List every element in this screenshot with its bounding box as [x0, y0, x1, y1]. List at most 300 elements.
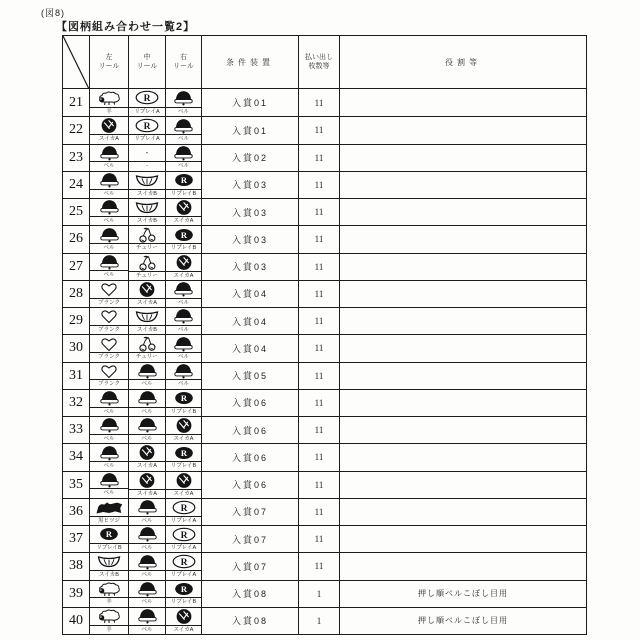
left-reel-cell — [89, 145, 128, 171]
table-row — [63, 225, 586, 252]
bell-icon — [90, 199, 128, 217]
header-role: 役割等 — [339, 36, 586, 88]
bell-icon — [129, 390, 165, 408]
middle-reel-cell — [128, 89, 165, 116]
middle-reel-cell — [128, 308, 165, 334]
symbol-label: ベル — [141, 626, 153, 633]
row-number: 22 — [69, 122, 83, 138]
symbol-combination-table — [62, 35, 587, 635]
left-reel-cell — [89, 581, 128, 607]
row-number: 25 — [69, 204, 83, 220]
symbol-label: ベル — [141, 381, 153, 388]
table-row — [63, 443, 586, 470]
replay-a-icon — [166, 553, 201, 571]
symbol-label: リプレイA — [134, 136, 160, 142]
table-body — [63, 89, 586, 634]
right-reel-cell — [165, 526, 201, 552]
symbol-label: ベル — [103, 190, 115, 197]
row-number: 28 — [69, 285, 83, 301]
watermelon-a-icon — [129, 281, 165, 299]
left-reel-cell — [89, 608, 128, 634]
watermelon-a-icon — [166, 254, 201, 272]
symbol-label: ベル — [177, 136, 190, 142]
symbol-label: ベル — [103, 272, 115, 279]
right-reel-cell — [165, 417, 201, 443]
header-condition: 条件装置 — [201, 36, 298, 88]
role-cell — [339, 226, 586, 252]
bell-icon — [166, 363, 201, 381]
row-number: 31 — [69, 367, 83, 383]
right-reel-cell — [165, 226, 201, 252]
row-number: 27 — [69, 258, 83, 274]
replay-a-icon — [129, 117, 165, 135]
replay-b-icon — [166, 581, 201, 599]
watermelon-a-icon — [129, 472, 165, 490]
header-left-reel: 左 リール — [89, 36, 128, 88]
middle-reel-cell — [128, 608, 165, 634]
symbol-label: スイカA — [137, 490, 157, 497]
table-row — [63, 362, 586, 389]
svg-text:R: R — [143, 94, 151, 105]
left-reel-cell — [89, 335, 128, 361]
symbol-label: チェリー — [136, 354, 158, 361]
symbol-label: ブランク — [98, 381, 120, 388]
cherry-icon — [129, 254, 165, 272]
middle-reel-cell — [128, 526, 165, 552]
symbol-label: 黒ヒツジ — [97, 517, 121, 524]
symbol-label: ベル — [177, 381, 190, 388]
bell-icon — [90, 444, 128, 462]
row-number: 36 — [69, 503, 83, 519]
left-reel-cell — [89, 417, 128, 443]
svg-text:R: R — [180, 447, 187, 458]
watermelon-a-icon — [129, 444, 165, 462]
replay-a-icon — [166, 526, 201, 544]
bell-icon — [129, 581, 165, 599]
middle-reel-cell — [128, 281, 165, 307]
row-number: 34 — [69, 449, 83, 465]
symbol-label: スイカA — [173, 218, 194, 224]
corner-diagonal-cell — [63, 36, 89, 88]
symbol-label: 羊 — [106, 109, 112, 115]
row-number: 40 — [69, 612, 83, 628]
condition-cell: 入賞03 — [201, 226, 298, 252]
watermelon-a-icon — [166, 417, 201, 435]
condition-cell: 入賞06 — [201, 390, 298, 416]
left-reel-cell — [89, 308, 128, 334]
symbol-label: ベル — [141, 572, 153, 578]
right-reel-cell — [165, 254, 201, 280]
row-number: 26 — [69, 231, 83, 247]
right-reel-cell — [165, 308, 201, 334]
watermelon-b-icon — [129, 172, 165, 190]
watermelon-a-icon — [166, 199, 201, 217]
bell-icon — [90, 226, 128, 244]
bell-icon — [90, 254, 128, 272]
condition-cell: 入賞07 — [201, 499, 298, 525]
symbol-label: スイカA — [173, 627, 194, 633]
right-reel-cell — [165, 390, 201, 416]
middle-reel-cell — [128, 417, 165, 443]
row-number: 29 — [69, 313, 83, 329]
left-reel-cell — [89, 89, 128, 116]
role-cell — [339, 254, 586, 280]
row-number: 23 — [69, 149, 83, 165]
symbol-label: ベル — [177, 109, 190, 115]
payout-cell: 11 — [298, 472, 339, 498]
right-reel-cell — [165, 145, 201, 171]
watermelon-b-icon — [129, 199, 165, 217]
payout-cell: 11 — [298, 335, 339, 361]
header-middle-reel: 中 リール — [128, 36, 165, 88]
table-row — [63, 307, 586, 334]
symbol-label: スイカA — [173, 436, 194, 442]
symbol-label: リプレイB — [170, 599, 197, 606]
left-reel-cell — [89, 553, 128, 579]
bell-icon — [166, 308, 201, 326]
middle-reel-cell — [128, 390, 165, 416]
role-cell — [339, 553, 586, 579]
symbol-label: スイカA — [99, 136, 119, 143]
row-number: 30 — [69, 340, 83, 356]
role-cell — [339, 363, 586, 389]
sheep-icon — [90, 89, 128, 108]
middle-reel-cell — [128, 581, 165, 607]
condition-cell: 入賞08 — [201, 608, 298, 634]
watermelon-a-icon — [166, 608, 201, 626]
role-cell — [339, 417, 586, 443]
symbol-label: ベル — [103, 163, 115, 170]
sheep-icon — [90, 608, 128, 626]
left-reel-cell — [89, 363, 128, 389]
symbol-label: スイカB — [137, 218, 157, 224]
row-number: 37 — [69, 531, 83, 547]
symbol-label: ベル — [103, 218, 115, 224]
header-payout: 払い出し 枚数等 — [298, 36, 339, 88]
right-reel-cell — [165, 335, 201, 361]
condition-cell: 入賞05 — [201, 363, 298, 389]
condition-cell: 入賞01 — [201, 117, 298, 143]
cherry-icon — [129, 335, 165, 353]
left-reel-cell — [89, 526, 128, 552]
condition-cell: 入賞07 — [201, 553, 298, 579]
bell-icon — [90, 145, 128, 163]
blank-heart-icon — [90, 281, 128, 299]
cherry-icon — [129, 226, 165, 244]
table-row — [63, 389, 586, 416]
middle-reel-cell — [128, 145, 165, 171]
symbol-label: スイカA — [173, 490, 194, 497]
middle-reel-cell — [128, 117, 165, 143]
symbol-label: ベル — [177, 327, 190, 333]
role-cell — [339, 172, 586, 198]
symbol-label: ベル — [177, 299, 190, 306]
payout-cell: 11 — [298, 444, 339, 470]
figure-title: 【図柄組み合わせ一覧2】 — [56, 21, 196, 33]
payout-cell: 11 — [298, 199, 339, 225]
payout-cell: 11 — [298, 172, 339, 198]
svg-text:R: R — [180, 393, 187, 404]
bell-icon — [166, 117, 201, 135]
svg-text:R: R — [180, 229, 187, 240]
symbol-label: ブランク — [98, 354, 120, 360]
right-reel-cell — [165, 172, 201, 198]
table-row — [63, 607, 586, 634]
right-reel-cell — [165, 499, 201, 525]
table-row — [63, 144, 586, 171]
condition-cell: 入賞03 — [201, 199, 298, 225]
table-row — [63, 525, 586, 552]
condition-cell: 入賞01 — [201, 89, 298, 116]
svg-text:R: R — [180, 530, 187, 541]
bell-icon — [90, 172, 128, 190]
role-cell — [339, 145, 586, 171]
payout-cell: 11 — [298, 117, 339, 143]
right-reel-cell — [165, 117, 201, 143]
symbol-label: リプレイB — [170, 408, 197, 415]
table-row — [63, 116, 586, 143]
bell-icon — [90, 417, 128, 435]
payout-cell: 11 — [298, 281, 339, 307]
payout-cell: 11 — [298, 417, 339, 443]
symbol-label: スイカA — [137, 300, 157, 306]
symbol-label: ベル — [141, 436, 153, 442]
left-reel-cell — [89, 172, 128, 198]
symbol-label: リプレイA — [170, 517, 197, 524]
bell-icon — [129, 608, 165, 626]
role-cell — [339, 472, 586, 498]
symbol-label: スイカA — [137, 463, 157, 470]
payout-cell: 11 — [298, 308, 339, 334]
condition-cell: 入賞04 — [201, 281, 298, 307]
bell-icon — [129, 363, 165, 381]
symbol-label: チェリー — [136, 245, 158, 252]
symbol-label: スイカB — [99, 572, 119, 578]
symbol-label: チェリー — [136, 272, 158, 279]
svg-text:R: R — [180, 503, 187, 514]
role-cell — [339, 199, 586, 225]
role-cell — [339, 526, 586, 552]
bell-icon — [129, 417, 165, 435]
table-header-row — [63, 36, 586, 89]
symbol-label: ベル — [141, 545, 153, 551]
svg-text:R: R — [180, 584, 187, 595]
table-row — [63, 471, 586, 498]
row-number: 39 — [69, 585, 83, 601]
left-reel-cell — [89, 226, 128, 252]
left-reel-cell — [89, 117, 128, 143]
symbol-label: ブランク — [98, 327, 120, 333]
table-row — [63, 171, 586, 198]
left-reel-cell — [89, 472, 128, 498]
svg-text:R: R — [180, 557, 187, 568]
replay-a-icon — [129, 89, 165, 108]
payout-cell: 1 — [298, 581, 339, 607]
table-row — [63, 580, 586, 607]
condition-cell: 入賞06 — [201, 472, 298, 498]
right-reel-cell — [165, 608, 201, 634]
table-row — [63, 89, 586, 116]
right-reel-cell — [165, 444, 201, 470]
symbol-label: ベル — [141, 517, 153, 524]
symbol-label: スイカB — [137, 190, 157, 197]
condition-cell: 入賞06 — [201, 417, 298, 443]
symbol-label: リプレイB — [170, 245, 197, 251]
middle-reel-cell — [128, 226, 165, 252]
middle-reel-cell — [128, 472, 165, 498]
condition-cell: 入賞04 — [201, 335, 298, 361]
symbol-label: ベル — [103, 408, 115, 415]
symbol-label: リプレイA — [170, 545, 197, 551]
svg-text:R: R — [143, 121, 151, 132]
header-right-reel: 右 リール — [165, 36, 201, 88]
symbol-label: スイカB — [137, 327, 157, 333]
middle-reel-cell — [128, 199, 165, 225]
row-number: 35 — [69, 476, 83, 492]
bell-icon — [166, 335, 201, 353]
symbol-label: ベル — [103, 436, 115, 442]
symbol-label: ベル — [103, 490, 115, 497]
right-reel-cell — [165, 581, 201, 607]
left-reel-cell — [89, 390, 128, 416]
bell-icon — [166, 89, 201, 108]
left-reel-cell — [89, 444, 128, 470]
replay-b-icon — [166, 172, 201, 190]
right-reel-cell — [165, 281, 201, 307]
role-cell — [339, 390, 586, 416]
condition-cell: 入賞03 — [201, 172, 298, 198]
right-reel-cell — [165, 199, 201, 225]
role-cell — [339, 117, 586, 143]
role-cell — [339, 444, 586, 470]
bell-icon — [166, 145, 201, 163]
table-row — [63, 280, 586, 307]
role-cell: 押し順ベルこぼし目用 — [339, 581, 586, 607]
payout-cell: 1 — [298, 608, 339, 634]
blank-heart-icon — [90, 363, 128, 381]
bell-icon — [129, 499, 165, 517]
condition-cell: 入賞04 — [201, 308, 298, 334]
symbol-label: ベル — [103, 245, 115, 251]
symbol-label: スイカA — [173, 272, 194, 279]
replay-b-icon — [166, 390, 201, 408]
symbol-label: ベル — [103, 463, 115, 469]
symbol-label: 羊 — [106, 626, 112, 633]
right-reel-cell — [165, 89, 201, 116]
figure-number: (図8) — [41, 8, 65, 18]
row-number: 38 — [69, 558, 83, 574]
symbol-label: ベル — [177, 354, 190, 360]
symbol-label: リプレイA — [134, 109, 160, 115]
symbol-label: ベル — [141, 408, 153, 415]
payout-cell: 11 — [298, 526, 339, 552]
black-sheep-icon — [90, 499, 128, 517]
symbol-label: ベル — [177, 163, 190, 170]
symbol-label: リプレイA — [170, 572, 197, 578]
svg-text:R: R — [105, 529, 113, 540]
condition-cell: 入賞07 — [201, 526, 298, 552]
table-row — [63, 552, 586, 579]
middle-reel-cell — [128, 172, 165, 198]
symbol-label: ベル — [141, 599, 153, 606]
table-row — [63, 416, 586, 443]
condition-cell: 入賞08 — [201, 581, 298, 607]
payout-cell: 11 — [298, 145, 339, 171]
symbol-label: 羊 — [106, 599, 112, 606]
payout-cell: 11 — [298, 390, 339, 416]
role-cell — [339, 335, 586, 361]
table-row — [63, 498, 586, 525]
symbol-label: ブランク — [98, 299, 120, 306]
middle-reel-cell — [128, 499, 165, 525]
row-number: 24 — [69, 176, 83, 192]
row-number: 32 — [69, 394, 83, 410]
left-reel-cell — [89, 199, 128, 225]
symbol-label: - — [146, 163, 148, 170]
watermelon-b-icon — [90, 553, 128, 571]
dash-icon: - — [129, 145, 165, 163]
middle-reel-cell — [128, 363, 165, 389]
bell-icon — [90, 390, 128, 408]
replay-b-icon — [90, 526, 128, 544]
table-row — [63, 198, 586, 225]
replay-a-icon — [166, 499, 201, 517]
right-reel-cell — [165, 363, 201, 389]
sheep-icon — [90, 581, 128, 599]
symbol-label: リプレイB — [170, 190, 197, 197]
blank-heart-icon — [90, 308, 128, 326]
payout-cell: 11 — [298, 89, 339, 116]
payout-cell: 11 — [298, 553, 339, 579]
role-cell — [339, 499, 586, 525]
svg-text:R: R — [180, 175, 187, 186]
replay-b-icon — [166, 444, 201, 462]
middle-reel-cell — [128, 254, 165, 280]
right-reel-cell — [165, 553, 201, 579]
condition-cell: 入賞03 — [201, 254, 298, 280]
left-reel-cell — [89, 254, 128, 280]
diagonal-line — [63, 36, 89, 88]
payout-cell: 11 — [298, 363, 339, 389]
payout-cell: 11 — [298, 226, 339, 252]
symbol-label: リプレイB — [96, 545, 122, 551]
payout-cell: 11 — [298, 499, 339, 525]
role-cell — [339, 308, 586, 334]
symbol-label: リプレイB — [170, 463, 197, 469]
blank-heart-icon — [90, 335, 128, 353]
middle-reel-cell — [128, 444, 165, 470]
replay-b-icon — [166, 226, 201, 244]
watermelon-a-icon — [90, 117, 128, 135]
table-row — [63, 253, 586, 280]
watermelon-b-icon — [129, 308, 165, 326]
bell-icon — [166, 281, 201, 299]
left-reel-cell — [89, 281, 128, 307]
bell-icon — [90, 472, 128, 490]
role-cell — [339, 281, 586, 307]
watermelon-a-icon — [166, 472, 201, 490]
bell-icon — [129, 553, 165, 571]
right-reel-cell — [165, 472, 201, 498]
role-cell: 押し順ベルこぼし目用 — [339, 608, 586, 634]
middle-reel-cell — [128, 335, 165, 361]
role-cell — [339, 89, 586, 116]
row-number: 33 — [69, 422, 83, 438]
condition-cell: 入賞02 — [201, 145, 298, 171]
left-reel-cell — [89, 499, 128, 525]
condition-cell: 入賞06 — [201, 444, 298, 470]
table-row — [63, 334, 586, 361]
